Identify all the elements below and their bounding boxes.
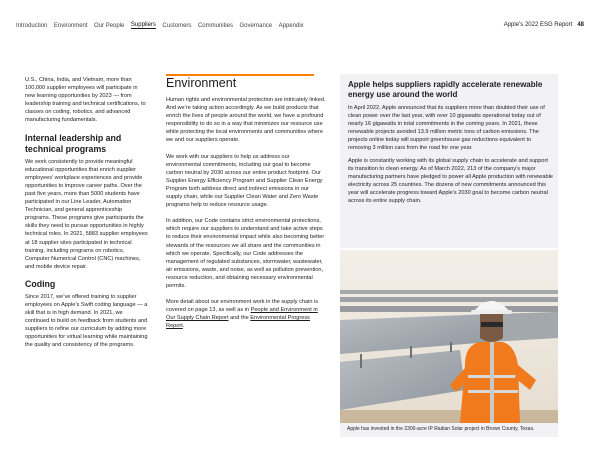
callout-title: Apple helps suppliers rapidly accelerate renewable energy use around the world (348, 80, 543, 99)
heading-internal-programs: Internal leadership and technical programs (25, 132, 122, 154)
heading-environment: Environment (166, 76, 237, 90)
nav-appendix[interactable]: Appendix (278, 22, 304, 29)
more-detail-text: More detail about our environment work in the supply chain is covered on page 13, as well as in (166, 299, 319, 314)
report-title: Apple’s 2022 ESG Report (503, 22, 573, 28)
nav-introduction[interactable]: Introduction (16, 22, 48, 29)
more-detail-mid: and the (228, 315, 251, 322)
environment-paragraph-4 (166, 298, 326, 330)
nav-suppliers[interactable]: Suppliers (130, 22, 156, 28)
environment-paragraph-3: In addition, our Code contains strict environmental protections, which require our suppliers to understand and take active steps to reduce their environmental impact while also becoming better stewards of the resources we all share and the communities in which we operate. Specifically, our Code addresses the management of regulated substances, stormwater, wastewater, air emissions, waste, and noise, as well as pollution prevention, resource reduction, and obtaining necessary environmental permits. (166, 218, 325, 289)
top-navigation (16, 22, 584, 34)
section-nav (16, 22, 584, 29)
nav-our-people[interactable]: Our People (94, 22, 125, 29)
solar-project-photo (340, 250, 558, 423)
environment-paragraph-1: Human rights and environmental protection are intricately linked. And we’re taking action accordingly. As we build products that enrich the lives of people around the world, we have a profound responsibility to do so in a way that minimizes our resource use while protecting the local environments and communities where we and our suppliers operate. (166, 97, 326, 144)
nav-customers[interactable]: Customers (162, 22, 192, 29)
heading-coding: Coding (25, 278, 56, 289)
column-left (25, 76, 148, 350)
page-number: 48 (577, 22, 584, 28)
callout-paragraph-1: In April 2022, Apple announced that its suppliers more than doubled their use of clean power over the last year, with over 10 gigawatts operational today out of nearly 16 gigawatts in total commitments in the coming years. In 2021, these renewable projects avoided 13.9 million metric tons of carbon emissions. The projects online today will support greenhouse gas reductions equivalent to removing 3 million cars from the road for one year. (348, 105, 545, 152)
solar-worker-illustration (340, 250, 558, 423)
internal-programs-paragraph: We work consistently to provide meaningful educational opportunities that enrich supplier employees’ workplace experiences and provide opportunities to improve career paths. Over the past five years, more than 5000 students have participated in our Line Leader, Automation Technician, and general apprenticeship programs. These programs give participants the skills they need to pursue opportunities in highly technical roles. In 2021, 5883 supplier employees at 18 supplier sites participated in technical training, including programs on robotics, Computer Numerical Control (CNC) machines, and mobile device repair. (25, 158, 148, 270)
intro-paragraph: U.S., China, India, and Vietnam, more than 100,000 supplier employees will participate in new learning opportunities by 2023 — from leadership training and technical certifications, to classes on coding, robotics, and advanced manufacturing fundamentals. (25, 77, 146, 124)
nav-environment[interactable]: Environment (53, 22, 88, 29)
photo-caption: Apple has invested in the 2300-acre IP Radian Solar project in Brown County, Texas. (347, 426, 535, 432)
callout-paragraph-2: Apple is constantly working with its global supply chain to accelerate and support its transition to clean energy. As of March 2022, 213 of the company’s major manufacturing partners have pledged to power all Apple production with renewable electricity across 25 countries. The dozens of new commitments announced this year will accelerate progress toward Apple’s 2030 goal to become carbon neutral across its entire supply chain. (348, 157, 553, 205)
nav-governance[interactable]: Governance (239, 22, 273, 29)
more-detail-end: . (182, 323, 185, 330)
environment-paragraph-2: We work with our suppliers to help us address our environmental commitments, including our goal to become carbon neutral by 2030 across our entire product footprint. Our Supplier Energy Efficiency Program and Supplier Clean Energy Program both address direct and indirect emissions in our supply chain, while our Supplier Clean Water and Zero Waste programs help to reduce resource usage. (166, 153, 323, 209)
coding-paragraph: Since 2017, we’ve offered training to supplier employees on Apple’s Swift coding language — a skill that is in high demand. In 2021, we continued to build on feedback from students and suppliers to refine our curriculum by adding more opportunities for virtual learning while maintaining the quality and consistency of the programs. (25, 293, 148, 349)
report-header (504, 22, 584, 28)
callout-body (348, 104, 554, 209)
supply-chain-report-link[interactable]: People and Environment in Our Supply Chain Report (166, 307, 318, 322)
environmental-progress-report-link[interactable]: Environmental Progress Report (166, 315, 310, 330)
nav-communities[interactable]: Communities (197, 22, 233, 29)
column-middle (166, 76, 326, 330)
